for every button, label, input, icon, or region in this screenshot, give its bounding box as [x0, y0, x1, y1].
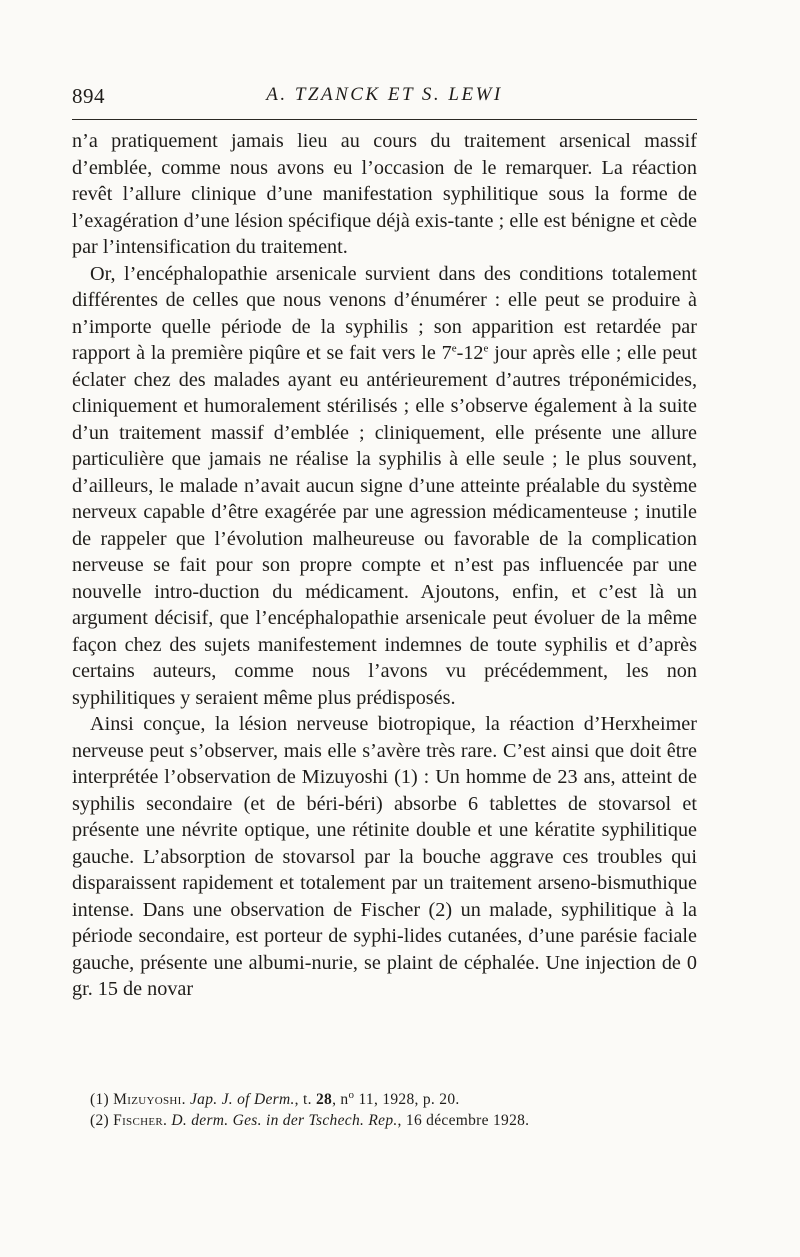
body-text: [72, 128, 697, 1003]
footnote-source: D. derm. Ges. in der Tschech. Rep.: [171, 1112, 398, 1129]
footnote-author: Fischer.: [113, 1112, 168, 1129]
days-start-sup: e: [451, 342, 457, 355]
paragraph-1: n’a pratiquement jamais lieu au cours du traitement arsenical massif d’emblée, comme nous avons eu l’occasion de le remarquer. La réaction revêt l’allure clinique d’une manifestation syphilitique sous la forme de l’exagération d’une lésion spécifique déjà exis-tante ; elle est bénigne et cède par l’intensification du traitement.: [72, 130, 697, 258]
footnotes: [90, 1089, 700, 1131]
days-end-sup: e: [483, 342, 489, 355]
page-header: [72, 84, 697, 114]
paragraph-3: Ainsi conçue, la lésion nerveuse biotropique, la réaction d’Herxheimer nerveuse peut s’observer, mais elle s’avère très rare. C’est ainsi que doit être interprétée l’observation de Mizuyoshi (1) : Un homme de 23 ans, atteint de syphilis secondaire (et de béri-béri) absorbe 6 tablettes de stovarsol et présente une névrite optique, une rétinite double et une kératite syphilitique gauche. L’absorption de stovarsol par la bouche aggrave ces troubles qui disparaissent rapidement et totalement par un traitement arseno-bismuthique intense. Dans une observation de Fischer (2) un malade, syphilitique à la période secondaire, est porteur de syphi-lides cutanées, d’une parésie faciale gauche, présente une albumi-nurie, se plaint de céphalée. Une injection de 0 gr. 15 de novar: [72, 713, 697, 1000]
days-start: 7: [441, 342, 452, 364]
footnote-rest: 11, 1928, p. 20.: [354, 1091, 460, 1108]
running-title: A. TZANCK ET S. LEWI: [266, 84, 503, 105]
page-number: 894: [72, 84, 105, 108]
footnote-author: Mizuyoshi.: [113, 1091, 186, 1108]
footnote-marker: (1): [90, 1091, 109, 1108]
header-rule: [72, 119, 697, 120]
paragraph-2: [72, 261, 697, 712]
footnote-rest-prefix: , n: [332, 1091, 349, 1108]
footnote-volume-prefix: , t.: [294, 1091, 316, 1108]
footnote-volume: 28: [315, 1091, 333, 1108]
footnote-source: Jap. J. of Derm.: [189, 1091, 295, 1108]
footnote-marker: (2): [90, 1112, 109, 1129]
footnote-rest: , 16 décembre 1928.: [397, 1112, 530, 1129]
footnote-1: [90, 1089, 700, 1110]
footnote-number-sup: o: [348, 1088, 355, 1101]
footnote-2: [90, 1110, 700, 1131]
days-sep: -12: [456, 342, 484, 364]
paragraph-2-text: Or, l’encéphalopathie arsenicale survient dans des conditions totalement différentes de celles que nous venons d’énumérer : elle peut se produire à n’importe quelle période de la syphilis ; son apparition est retardée par rapport à la première piqûre et se fait vers le: [72, 262, 697, 364]
paragraph-2-rest: jour après elle ; elle peut éclater chez des malades ayant eu antérieurement d’autres tréponémicides, cliniquement et humoralement stérilisés ; elle s’observe également à la suite d’un traitement massif d’emblée ; cliniquement, elle présente une allure particulière que jamais ne réalise la syphilis à elle seule ; le plus souvent, d’ailleurs, le malade n’avait aucun signe d’une atteinte préalable du système nerveux capable d’être exagérée par une agression médicamenteuse ; inutile de rappeler que l’évolution malheureuse ou favorable de la complication nerveuse se fait pour son propre compte et n’est pas influencée par une nouvelle intro-duction du médicament. Ajoutons, enfin, et c’est là un argument décisif, que l’encéphalopathie arsenicale peut évoluer de la même façon chez des sujets manifestement indemnes de toute syphilis et d’après certains auteurs, comme nous l’avons vu précédemment, les non syphilitiques y seraient même plus prédisposés.: [72, 342, 697, 709]
